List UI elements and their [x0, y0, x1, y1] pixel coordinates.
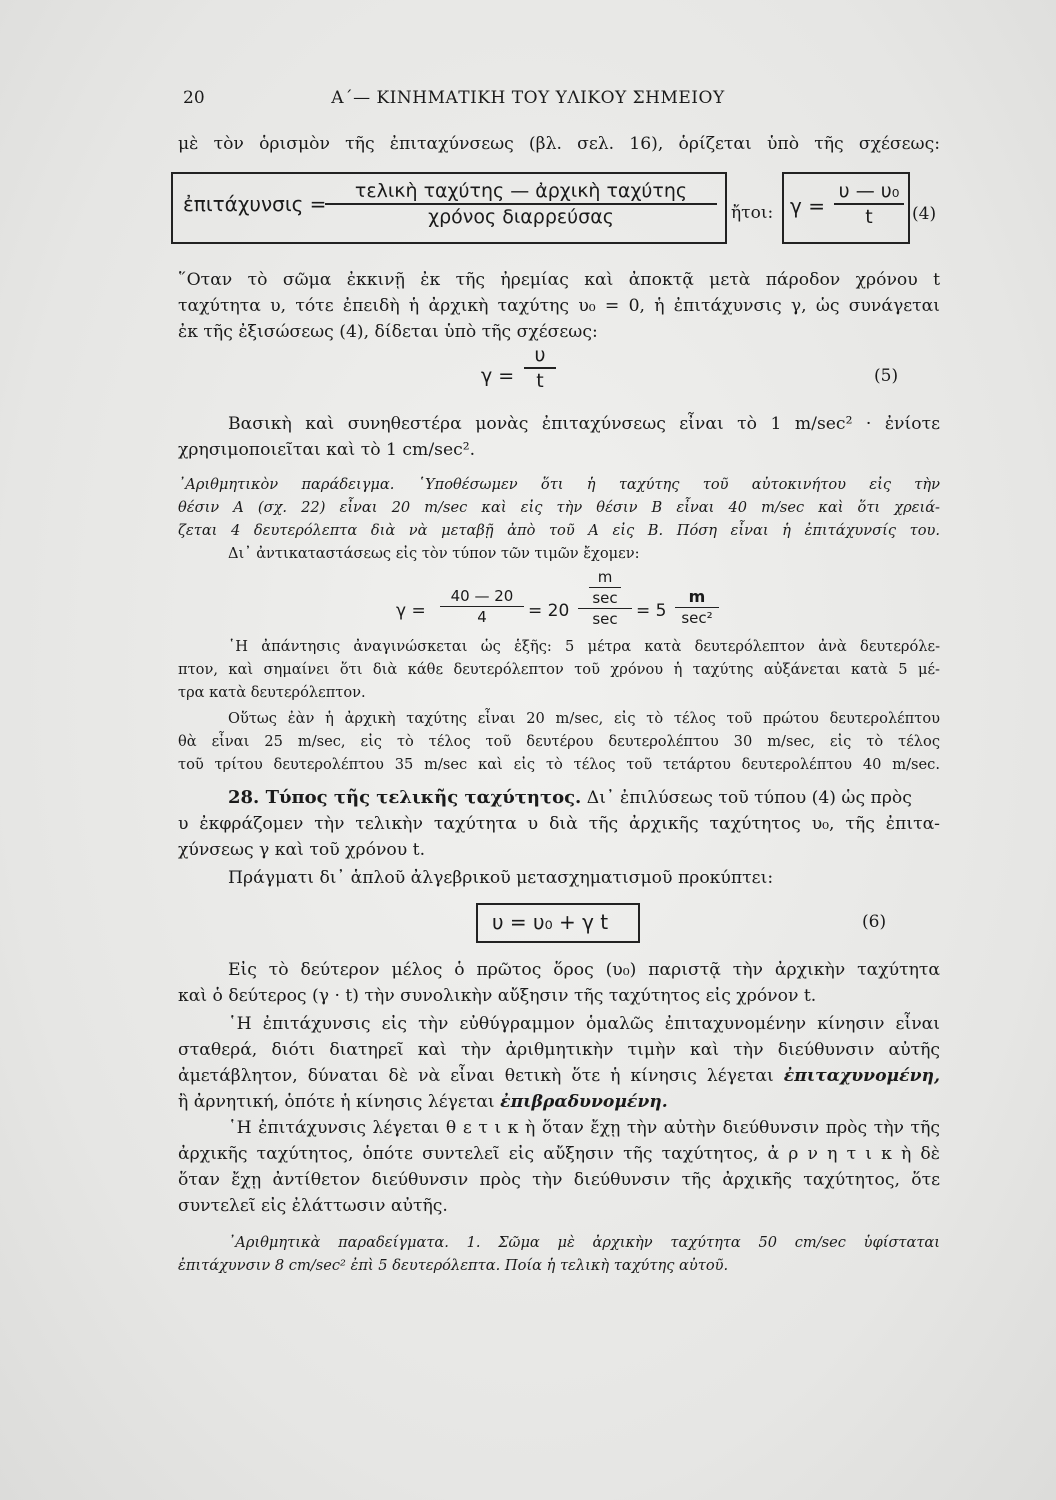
examples2-line1: ᾿Αριθμητικὰ παραδείγματα. 1. Σῶμα μὲ ἀρχικὴν ταχύτητα 50 cm/sec ὑφίσταται	[228, 1234, 940, 1251]
formula-4-lhs: ἐπιτάχυνσις =	[183, 192, 327, 216]
formula-4-fraction	[325, 180, 717, 228]
calc-f2-den: sec	[592, 610, 618, 628]
para5-line1: ῾Η ἐπιτάχυνσις λέγεται θ ε τ ι κ ὴ ὅταν ἔχῃ τὴν αὐτὴν διεύθυνσιν πρὸς τὴν τῆς	[228, 1118, 940, 1138]
calc-fraction-1	[440, 587, 524, 626]
formula-5-label: (5)	[874, 366, 899, 386]
formula-4-box	[171, 172, 727, 244]
formula-4-denominator: χρόνος διαρρεύσας	[428, 206, 614, 228]
formula-4-numerator: τελικὴ ταχύτης — ἀρχικὴ ταχύτης	[354, 180, 688, 202]
algebra-line: Πράγματι δι᾿ ἁπλοῦ ἀλγεβρικοῦ μετασχηματισμοῦ προκύπτει:	[228, 868, 774, 888]
para4-line1: ῾Η ἐπιτάχυνσις εἰς τὴν εὐθύγραμμον ὁμαλῶς ἐπιταχυνομένην κίνησιν εἶναι	[228, 1014, 940, 1034]
section28-line2: υ ἐκφράζομεν τὴν τελικὴν ταχύτητα υ διὰ τῆς ἀρχικῆς ταχύτητος υ₀, τῆς ἐπιτα-	[178, 814, 940, 834]
calc-eq1: = 20	[528, 601, 570, 621]
para1-line1: ῞Οταν τὸ σῶμα ἐκκινῇ ἐκ τῆς ἠρεμίας καὶ ἀποκτᾷ μετὰ πάροδον χρόνου t	[178, 270, 940, 290]
fraction-bar	[524, 367, 556, 369]
further-line3: τοῦ τρίτου δευτερολέπτου 35 m/sec καὶ εἰς τὸ τέλος τοῦ τετάρτου δευτερολέπτου 40 m/sec.	[178, 756, 940, 773]
para4-line4	[178, 1090, 940, 1114]
section28-line1	[228, 786, 940, 810]
para4-line3-text: ἀμετάβλητον, δύναται δὲ νὰ εἶναι θετικὴ ὅτε ἡ κίνησις λέγεται	[178, 1066, 774, 1086]
para3-line1: Εἰς τὸ δεύτερον μέλος ὁ πρῶτος ὅρος (υ₀) παριστᾷ τὴν ἀρχικὴν ταχύτητα	[228, 960, 940, 980]
section28-line3: χύνσεως γ καὶ τοῦ χρόνου t.	[178, 840, 426, 860]
etoi-word: ἤτοι:	[731, 203, 774, 223]
formula-5-lhs: γ =	[481, 365, 515, 387]
formula-4-short-num: υ — υ₀	[838, 180, 900, 202]
example1-line3: ζεται 4 δευτερόλεπτα διὰ νὰ μεταβῇ ἀπὸ τοῦ Α εἰς Β. Πόση εἶναι ἡ ἐπιτάχυνσίς του.	[178, 522, 940, 539]
section28-heading: 28. Τύπος τῆς τελικῆς ταχύτητος.	[228, 787, 582, 808]
para4-line4-text: ἢ ἀρνητική, ὁπότε ἡ κίνησις λέγεται	[178, 1092, 495, 1112]
calc-f1-den: 4	[477, 608, 487, 626]
calc-eq2: = 5	[636, 601, 667, 621]
calc-fraction-3	[675, 587, 719, 627]
answer-line2: πτον, καὶ σημαίνει ὅτι διὰ κάθε δευτερόλεπτον τοῦ χρόνου ἡ ταχύτης αὐξάνεται κατὰ 5 μέ-	[178, 661, 940, 678]
formula-4-label: (4)	[912, 204, 937, 224]
example1-line2: θέσιν Α (σχ. 22) εἶναι 20 m/sec καὶ εἰς τὴν θέσιν Β εἶναι 40 m/sec καὶ ὅτι χρειά-	[178, 499, 940, 516]
term-accelerated: ἐπιταχυνομένη,	[783, 1066, 940, 1086]
formula-5-fraction	[524, 344, 556, 392]
further-line1: Οὕτως ἐὰν ἡ ἀρχικὴ ταχύτης εἶναι 20 m/sec, εἰς τὸ τέλος τοῦ πρώτου δευτερολέπτου	[228, 710, 940, 727]
fraction-bar	[440, 606, 524, 607]
page-number: 20	[183, 88, 205, 108]
calc-f2-num: m	[597, 568, 613, 586]
para1-line3: ἐκ τῆς ἐξισώσεως (4), δίδεται ὑπὸ τῆς σχέσεως:	[178, 322, 598, 342]
para5-line3: ὅταν ἔχῃ ἀντίθετον διεύθυνσιν πρὸς τὴν διεύθυνσιν τῆς ἀρχικῆς ταχύτητος, ὅτε	[178, 1170, 940, 1190]
example1-line1: ᾿Αριθμητικὸν παράδειγμα. ῾Υποθέσωμεν ὅτι ἡ ταχύτης τοῦ αὐτοκινήτου εἰς τὴν	[178, 476, 940, 493]
formula-6-expr: υ = υ₀ + γ t	[492, 910, 609, 934]
fraction-bar	[578, 608, 632, 609]
answer-line1: ῾Η ἀπάντησις ἀναγινώσκεται ὡς ἑξῆς: 5 μέτρα κατὰ δευτερόλεπτον ἀνὰ δευτερόλε-	[228, 638, 940, 655]
para2-line2: χρησιμοποιεῖται καὶ τὸ 1 cm/sec².	[178, 440, 476, 460]
formula-5-num: υ	[534, 344, 546, 366]
para1-line2: ταχύτητα υ, τότε ἐπειδὴ ἡ ἀρχικὴ ταχύτης υ₀ = 0, ἡ ἐπιτάχυνσις γ, ὡς συνάγεται	[178, 296, 940, 316]
calc-gamma: γ =	[396, 601, 426, 621]
fraction-bar	[325, 203, 717, 205]
fraction-bar	[834, 203, 904, 205]
section28-line1-rest: Δι᾿ ἐπιλύσεως τοῦ τύπου (4) ὡς πρὸς	[581, 788, 912, 808]
further-line2: θὰ εἶναι 25 m/sec, εἰς τὸ τέλος τοῦ δευτέρου δευτερολέπτου 30 m/sec, εἰς τὸ τέλος	[178, 733, 940, 750]
intro-line: μὲ τὸν ὁρισμὸν τῆς ἐπιταχύνσεως (βλ. σελ. 16), ὁρίζεται ὑπὸ τῆς σχέσεως:	[178, 134, 940, 154]
calc-f3-den: sec²	[681, 609, 713, 627]
para5-line2: ἀρχικῆς ταχύτητος, ὁπότε συντελεῖ εἰς αὔξησιν τῆς ταχύτητος, ἀ ρ ν η τ ι κ ὴ δὲ	[178, 1144, 940, 1164]
calc-f1-num: 40 — 20	[450, 587, 514, 605]
substitution-line: Δι᾿ ἀντικαταστάσεως εἰς τὸν τύπον τῶν τιμῶν ἔχομεν:	[228, 545, 640, 562]
formula-4-gamma: γ =	[790, 194, 825, 218]
para5-line4: συντελεῖ εἰς ἐλάττωσιν αὐτῆς.	[178, 1196, 448, 1216]
formula-4-short-den: t	[865, 206, 873, 228]
calc-f3-num: m	[688, 587, 706, 606]
formula-6-box	[476, 903, 640, 943]
examples2-line2: ἐπιτάχυνσιν 8 cm/sec² ἐπὶ 5 δευτερόλεπτα. Ποία ἡ τελικὴ ταχύτης αὐτοῦ.	[178, 1257, 729, 1274]
formula-4-short-box	[782, 172, 910, 244]
calc-fraction-2	[578, 568, 632, 628]
formula-5-den: t	[536, 370, 544, 392]
formula-6-label: (6)	[862, 912, 887, 932]
para2-line1: Βασικὴ καὶ συνηθεστέρα μονὰς ἐπιταχύνσεως εἶναι τὸ 1 m/sec² · ἐνίοτε	[228, 414, 940, 434]
calc-f2-mid: sec	[592, 589, 618, 607]
answer-line3: τρα κατὰ δευτερόλεπτον.	[178, 684, 366, 701]
formula-4-short-fraction	[834, 180, 904, 228]
para3-line2: καὶ ὁ δεύτερος (γ · t) τὴν συνολικὴν αὔξησιν τῆς ταχύτητος εἰς χρόνον t.	[178, 986, 817, 1006]
fraction-bar	[589, 587, 621, 588]
running-title: Α΄— ΚΙΝΗΜΑΤΙΚΗ ΤΟΥ ΥΛΙΚΟΥ ΣΗΜΕΙΟΥ	[331, 88, 725, 108]
para4-line2: σταθερά, διότι διατηρεῖ καὶ τὴν ἀριθμητικὴν τιμὴν καὶ τὴν διεύθυνσιν αὐτῆς	[178, 1040, 940, 1060]
para4-line3	[178, 1064, 940, 1088]
term-decelerated: ἐπιβραδυνομένη.	[500, 1092, 668, 1112]
fraction-bar	[675, 607, 719, 608]
